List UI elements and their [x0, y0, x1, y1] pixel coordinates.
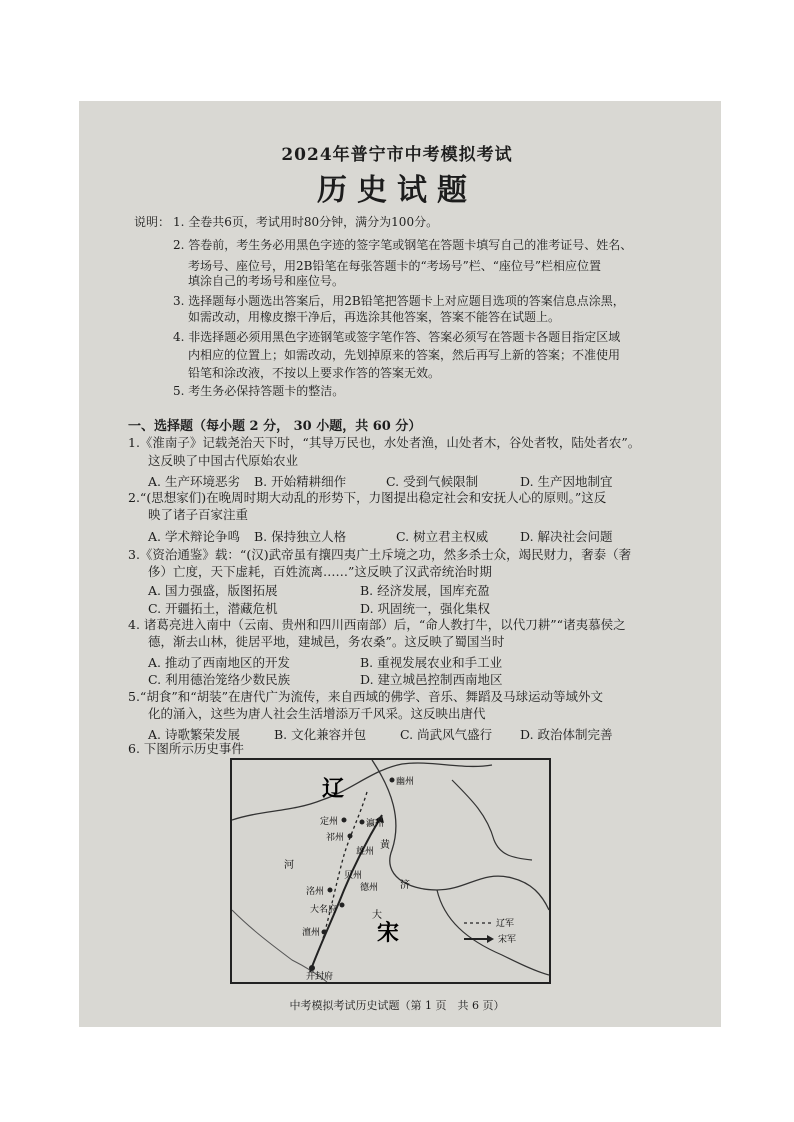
question-stem: 6. 下图所示历史事件	[128, 741, 244, 756]
instruction-line: 1. 全卷共6页，考试用时80分钟，满分为100分。	[173, 215, 439, 229]
liao-route	[310, 792, 367, 972]
label-city: 德州	[360, 883, 379, 893]
instruction-line: 填涂自己的考场号和座位号。	[188, 274, 345, 288]
option-a: A. 学术辩论争鸣	[148, 529, 240, 544]
city-marker	[340, 903, 345, 908]
city-marker	[390, 778, 395, 783]
label-city: 洺州	[306, 887, 325, 897]
option-a: A. 生产环境恶劣	[148, 474, 240, 489]
label-city: 澶州	[302, 928, 321, 938]
exam-title: 2024年普宁市中考模拟考试	[281, 145, 513, 165]
label-city: 祁州	[326, 833, 345, 843]
instruction-line: 3. 选择题每小题选出答案后，用2B铅笔把答题卡上对应题目选项的答案信息点涂黑，	[173, 294, 625, 308]
options-row	[148, 725, 648, 741]
city-marker	[342, 818, 347, 823]
city-marker	[309, 965, 315, 971]
label-city: 贝州	[344, 871, 363, 881]
option-d: D. 政治体制完善	[520, 727, 613, 742]
instructions-label: 说明：	[134, 215, 171, 229]
label-city: 雄州	[356, 847, 375, 857]
historical-map	[230, 758, 551, 984]
legend-song-arrow	[487, 935, 494, 943]
label-city: 幽州	[396, 777, 415, 787]
label-song: 宋	[377, 920, 400, 946]
option-c: C. 尚武风气盛行	[400, 727, 493, 742]
question-stem: 侈）亡度，天下虚耗，百姓流离……”这反映了汉武帝统治时期	[148, 564, 492, 579]
instruction-line: 内相应的位置上；如需改动，先划掉原来的答案，然后再写上新的答案；不准使用	[188, 348, 621, 362]
city-marker	[360, 820, 365, 825]
city-marker	[322, 930, 327, 935]
map-drawing	[232, 760, 549, 982]
options-row	[148, 472, 648, 488]
option-b: B. 文化兼容并包	[274, 727, 367, 742]
coastline-east	[452, 780, 532, 860]
instruction-line: 铅笔和涂改液，不按以上要求作答的答案无效。	[188, 366, 441, 380]
city-marker	[328, 888, 333, 893]
options-row	[148, 653, 648, 669]
label-city: 瀛州	[366, 819, 385, 829]
options-row	[148, 581, 648, 597]
option-c: C. 树立君主权威	[396, 529, 489, 544]
label-city: 开封府	[306, 972, 334, 982]
label-river: 河	[284, 860, 294, 871]
option-d: D. 建立城邑控制西南地区	[360, 672, 503, 687]
question-stem: 5.“胡食”和“胡装”在唐代广为流传，来自西域的佛学、音乐、舞蹈及马球运动等域外文	[128, 689, 603, 704]
label-river: 济	[400, 880, 410, 891]
label-river: 黄	[380, 840, 390, 851]
city-marker	[348, 834, 353, 839]
subject-title: 历史试题	[317, 173, 477, 208]
legend-song-label: 宋军	[498, 935, 517, 945]
instruction-line: 4. 非选择题必须用黑色字迹钢笔或签字笔作答、答案必须写在答题卡各题目指定区域	[173, 330, 621, 344]
question-stem: 这反映了中国古代原始农业	[148, 453, 299, 468]
coastline-south	[437, 890, 549, 975]
option-c: C. 受到气候限制	[386, 474, 479, 489]
instruction-line: 如需改动，用橡皮擦干净后，再选涂其他答案，答案不能答在试题上。	[188, 310, 561, 324]
question-stem: 4. 诸葛亮进入南中（云南、贵州和四川西南部）后，“命人教打牛，以代刀耕”“诸夷慕侯之	[128, 617, 626, 632]
question-stem: 1.《淮南子》记载尧治天下时，“其导万民也，水处者渔，山处者木，谷处者牧，陆处者农”。	[128, 435, 641, 450]
question-stem: 3.《资治通鉴》载：“(汉)武帝虽有攘四夷广土斥境之功，然多杀士众，竭民财力，奢泰（奢	[128, 547, 632, 562]
label-city: 大名府	[310, 905, 338, 915]
instruction-line: 考场号、座位号，用2B铅笔在每张答题卡的“考场号”栏、“座位号”栏相应位置	[188, 259, 601, 273]
label-river: 大	[372, 910, 382, 921]
options-row	[148, 527, 648, 543]
question-stem: 德，渐去山林，徙居平地，建城邑，务农桑”。这反映了蜀国当时	[148, 634, 505, 649]
option-b: B. 开始精耕细作	[254, 474, 347, 489]
page-footer: 中考模拟考试历史试题（第 1 页 共 6 页）	[289, 999, 505, 1012]
option-b: B. 保持独立人格	[254, 529, 347, 544]
question-stem: 化的涌入，这些为唐人社会生活增添万千风采。这反映出唐代	[148, 706, 486, 721]
question-stem: 2.“(思想家们)在晚周时期大动乱的形势下，力图提出稳定社会和安抚人心的原则。”这反	[128, 490, 607, 505]
options-row	[148, 599, 648, 615]
option-c: C. 利用德治笼络少数民族	[148, 672, 291, 687]
option-d: D. 生产因地制宜	[520, 474, 613, 489]
instruction-line: 2. 答卷前，考生务必用黑色字迹的签字笔或钢笔在答题卡填写自己的准考证号、姓名、	[173, 238, 633, 252]
legend-liao-label: 辽军	[496, 919, 515, 929]
section-title: 一、选择题（每小题 2 分， 30 小题，共 60 分）	[128, 419, 422, 434]
question-stem: 映了诸子百家注重	[148, 507, 249, 522]
option-a: A. 国力强盛，版图拓展	[148, 583, 278, 598]
option-c: C. 开疆拓土，潜藏危机	[148, 601, 278, 616]
option-a: A. 推动了西南地区的开发	[148, 655, 290, 670]
northern-border	[232, 763, 492, 820]
options-row	[148, 670, 648, 686]
label-liao: 辽	[322, 776, 345, 802]
instruction-line: 5. 考生务必保持答题卡的整洁。	[173, 384, 345, 398]
label-city: 定州	[320, 817, 339, 827]
option-b: B. 重视发展农业和手工业	[360, 655, 503, 670]
option-b: B. 经济发展，国库充盈	[360, 583, 490, 598]
option-a: A. 诗歌繁荣发展	[148, 727, 240, 742]
option-d: D. 巩固统一，强化集权	[360, 601, 491, 616]
option-d: D. 解决社会问题	[520, 529, 613, 544]
